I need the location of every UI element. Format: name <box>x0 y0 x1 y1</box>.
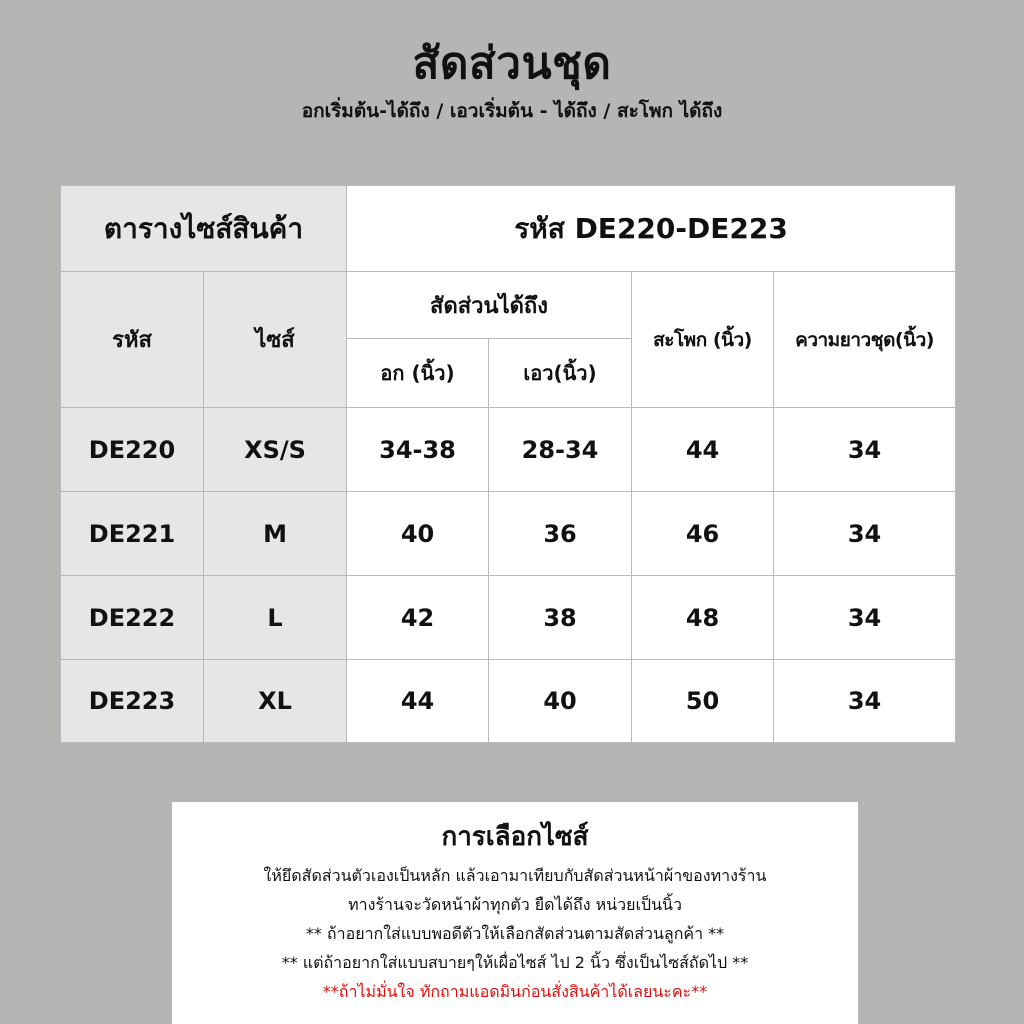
size-guide-title: การเลือกไซส์ <box>441 822 589 852</box>
header-size: ไซส์ <box>204 272 347 408</box>
size-guide-line: ให้ยึดสัดส่วนตัวเองเป็นหลัก แล้วเอามาเทียบกับสัดส่วนหน้าผ้าของทางร้าน <box>263 866 767 885</box>
row-waist: 28-34 <box>489 408 632 492</box>
header-waist: เอว(นิ้ว) <box>489 339 632 408</box>
row-hip: 48 <box>632 576 774 660</box>
row-length: 34 <box>774 492 956 576</box>
row-waist: 36 <box>489 492 632 576</box>
row-chest: 44 <box>347 660 489 743</box>
row-size: XS/S <box>204 408 347 492</box>
table-title-row <box>61 186 956 272</box>
page-title: สัดส่วนชุด <box>412 38 612 89</box>
row-size: XL <box>204 660 347 743</box>
size-guide-line: ** แต่ถ้าอยากใส่แบบสบายๆให้เผื่อไซส์ ไป 2 นิ้ว ซึ่งเป็นไซส์ถัดไป ** <box>281 953 749 972</box>
header-code: รหัส <box>61 272 204 408</box>
row-length: 34 <box>774 576 956 660</box>
row-chest: 34-38 <box>347 408 489 492</box>
table-row <box>61 660 956 743</box>
header-length: ความยาวชุด(นิ้ว) <box>774 272 956 408</box>
row-hip: 50 <box>632 660 774 743</box>
code-range: รหัส DE220-DE223 <box>347 186 956 272</box>
row-waist: 40 <box>489 660 632 743</box>
header-hip: สะโพก (นิ้ว) <box>632 272 774 408</box>
row-waist: 38 <box>489 576 632 660</box>
size-guide-box <box>172 802 858 1024</box>
size-table <box>60 185 956 743</box>
row-code: DE222 <box>61 576 204 660</box>
header-chest: อก (นิ้ว) <box>347 339 489 408</box>
size-guide-warning: **ถ้าไม่มั่นใจ ทักถามแอดมินก่อนสั่งสินค้าได้เลยนะคะ** <box>322 982 708 1001</box>
row-code: DE221 <box>61 492 204 576</box>
table-row <box>61 576 956 660</box>
table-row <box>61 492 956 576</box>
page-subtitle: อกเริ่มต้น-ได้ถึง / เอวเริ่มต้น - ได้ถึง / สะโพก ได้ถึง <box>301 100 723 122</box>
row-code: DE220 <box>61 408 204 492</box>
size-guide-line: ** ถ้าอยากใส่แบบพอดีตัวให้เลือกสัดส่วนตามสัดส่วนลูกค้า ** <box>305 924 725 943</box>
row-chest: 40 <box>347 492 489 576</box>
table-row <box>61 408 956 492</box>
row-hip: 46 <box>632 492 774 576</box>
row-size: L <box>204 576 347 660</box>
row-length: 34 <box>774 660 956 743</box>
row-hip: 44 <box>632 408 774 492</box>
header-fit-group: สัดส่วนได้ถึง <box>347 272 632 339</box>
row-code: DE223 <box>61 660 204 743</box>
table-header-row <box>61 272 956 339</box>
row-length: 34 <box>774 408 956 492</box>
size-guide-line: ทางร้านจะวัดหน้าผ้าทุกตัว ยืดได้ถึง หน่วยเป็นนิ้ว <box>348 895 682 914</box>
row-size: M <box>204 492 347 576</box>
row-chest: 42 <box>347 576 489 660</box>
table-title: ตารางไซส์สินค้า <box>61 186 347 272</box>
